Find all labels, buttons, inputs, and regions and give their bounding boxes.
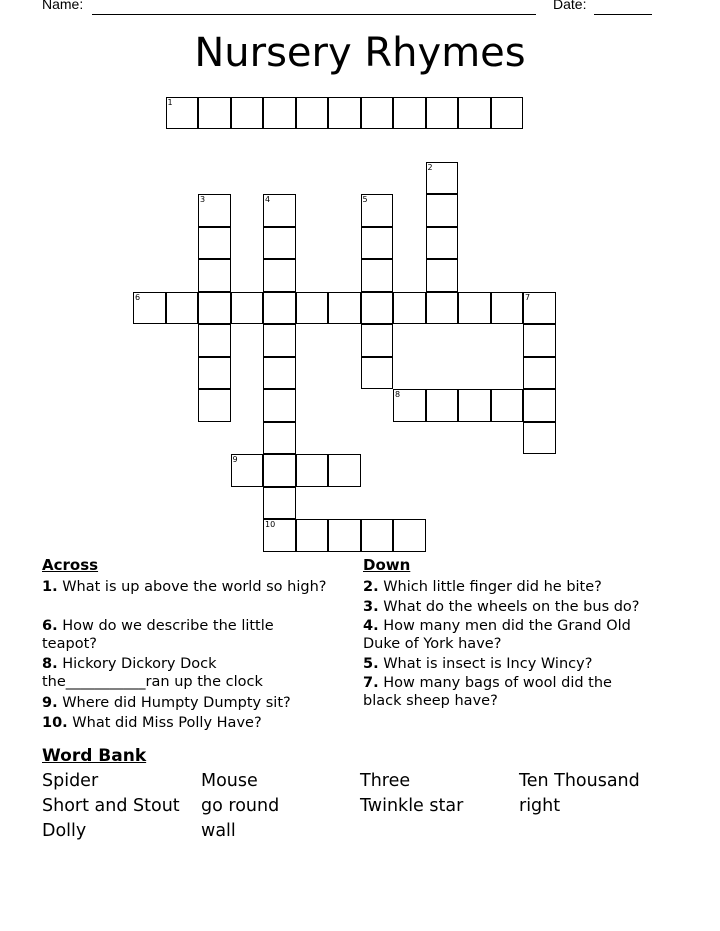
grid-cell[interactable] xyxy=(296,454,329,487)
grid-cell[interactable] xyxy=(328,292,361,325)
cell-number: 5 xyxy=(362,195,368,204)
grid-cell[interactable] xyxy=(393,389,426,422)
grid-cell[interactable] xyxy=(328,97,361,130)
name-label: Name: xyxy=(42,0,84,12)
grid-cell[interactable] xyxy=(491,97,524,130)
cell-number: 7 xyxy=(525,292,531,302)
grid-cell[interactable] xyxy=(198,292,231,325)
grid-cell[interactable] xyxy=(426,227,459,260)
word-bank-word: right xyxy=(519,796,561,816)
grid-cell[interactable] xyxy=(231,292,264,325)
grid-cell[interactable] xyxy=(458,389,491,422)
grid-cell[interactable] xyxy=(133,292,166,325)
grid-cell[interactable] xyxy=(198,389,231,422)
grid-cell[interactable] xyxy=(393,292,426,325)
grid-cell[interactable] xyxy=(426,389,459,422)
across-clue: 9. Where did Humpty Dumpty sit? xyxy=(42,695,291,711)
grid-cell[interactable] xyxy=(458,292,491,325)
down-clue: 2. Which little finger did he bite? xyxy=(363,579,602,595)
grid-cell[interactable] xyxy=(263,454,296,487)
grid-cell[interactable] xyxy=(361,519,394,552)
grid-cell[interactable] xyxy=(491,292,524,325)
grid-cell[interactable] xyxy=(198,194,231,227)
grid-cell[interactable] xyxy=(263,324,296,357)
across-clue: 1. What is up above the world so high? xyxy=(42,579,327,595)
grid-cell[interactable] xyxy=(263,292,296,325)
grid-cell[interactable] xyxy=(361,194,394,227)
across-clue: 8. Hickory Dickory Dock the___________ran up the clock xyxy=(42,656,263,690)
grid-cell[interactable] xyxy=(361,357,394,390)
grid-cell[interactable] xyxy=(166,292,199,325)
grid-cell[interactable] xyxy=(523,389,556,422)
grid-cell[interactable] xyxy=(426,162,459,195)
across-clue: 10. What did Miss Polly Have? xyxy=(42,715,262,731)
grid-cell[interactable] xyxy=(393,519,426,552)
grid-cell[interactable] xyxy=(328,454,361,487)
down-clue: 5. What is insect is Incy Wincy? xyxy=(363,656,593,672)
date-label: Date: xyxy=(553,0,587,12)
down-clue: 4. How many men did the Grand Old Duke of York have? xyxy=(363,618,631,652)
grid-cell[interactable] xyxy=(296,519,329,552)
cell-number: 8 xyxy=(395,390,401,399)
down-clue: 3. What do the wheels on the bus do? xyxy=(363,599,640,615)
word-bank-word: Dolly xyxy=(42,821,87,841)
grid-cell[interactable] xyxy=(296,97,329,130)
across-heading: Across xyxy=(42,556,99,574)
grid-cell[interactable] xyxy=(523,357,556,390)
grid-cell[interactable] xyxy=(263,422,296,455)
cell-number: 2 xyxy=(427,162,433,172)
grid-cell[interactable] xyxy=(263,227,296,260)
word-bank-word: Twinkle star xyxy=(360,796,464,816)
grid-cell[interactable] xyxy=(361,97,394,130)
grid-cell[interactable] xyxy=(523,422,556,455)
grid-cell[interactable] xyxy=(231,454,264,487)
cell-number: 1 xyxy=(167,97,173,107)
grid-cell[interactable] xyxy=(263,194,296,227)
grid-cell[interactable] xyxy=(426,194,459,227)
down-heading: Down xyxy=(363,556,411,574)
word-bank-word: wall xyxy=(201,821,236,841)
grid-cell[interactable] xyxy=(263,389,296,422)
cell-number: 6 xyxy=(135,292,141,302)
across-clue: 6. How do we describe the little teapot? xyxy=(42,618,274,652)
word-bank-word: Three xyxy=(360,771,411,791)
grid-cell[interactable] xyxy=(198,97,231,130)
cell-number: 9 xyxy=(232,455,238,464)
grid-cell[interactable] xyxy=(361,227,394,260)
grid-cell[interactable] xyxy=(361,324,394,357)
word-bank-word: go round xyxy=(201,796,280,816)
grid-cell[interactable] xyxy=(231,97,264,130)
grid-cell[interactable] xyxy=(426,259,459,292)
grid-cell[interactable] xyxy=(263,97,296,130)
grid-cell[interactable] xyxy=(328,519,361,552)
cell-number: 4 xyxy=(265,195,271,204)
grid-cell[interactable] xyxy=(198,324,231,357)
grid-cell[interactable] xyxy=(198,357,231,390)
grid-cell[interactable] xyxy=(361,292,394,325)
grid-cell[interactable] xyxy=(393,97,426,130)
grid-cell[interactable] xyxy=(263,357,296,390)
grid-cell[interactable] xyxy=(523,324,556,357)
grid-cell[interactable] xyxy=(426,292,459,325)
grid-cell[interactable] xyxy=(361,259,394,292)
word-bank-word: Ten Thousand xyxy=(519,771,640,791)
word-bank-word: Spider xyxy=(42,771,99,791)
grid-cell[interactable] xyxy=(198,227,231,260)
cell-number: 3 xyxy=(200,195,206,204)
grid-cell[interactable] xyxy=(166,97,199,130)
grid-cell[interactable] xyxy=(458,97,491,130)
grid-cell[interactable] xyxy=(263,519,296,552)
grid-cell[interactable] xyxy=(263,259,296,292)
grid-cell[interactable] xyxy=(296,292,329,325)
grid-cell[interactable] xyxy=(491,389,524,422)
grid-cell[interactable] xyxy=(426,97,459,130)
word-bank-word: Mouse xyxy=(201,771,258,791)
word-bank-word: Short and Stout xyxy=(42,796,180,816)
down-clue: 7. How many bags of wool did the black sheep have? xyxy=(363,675,612,709)
page-title: Nursery Rhymes xyxy=(194,30,526,76)
grid-cell[interactable] xyxy=(523,292,556,325)
cell-number: 10 xyxy=(265,520,276,529)
word-bank-heading: Word Bank xyxy=(42,746,147,766)
grid-cell[interactable] xyxy=(198,259,231,292)
grid-cell[interactable] xyxy=(263,487,296,520)
